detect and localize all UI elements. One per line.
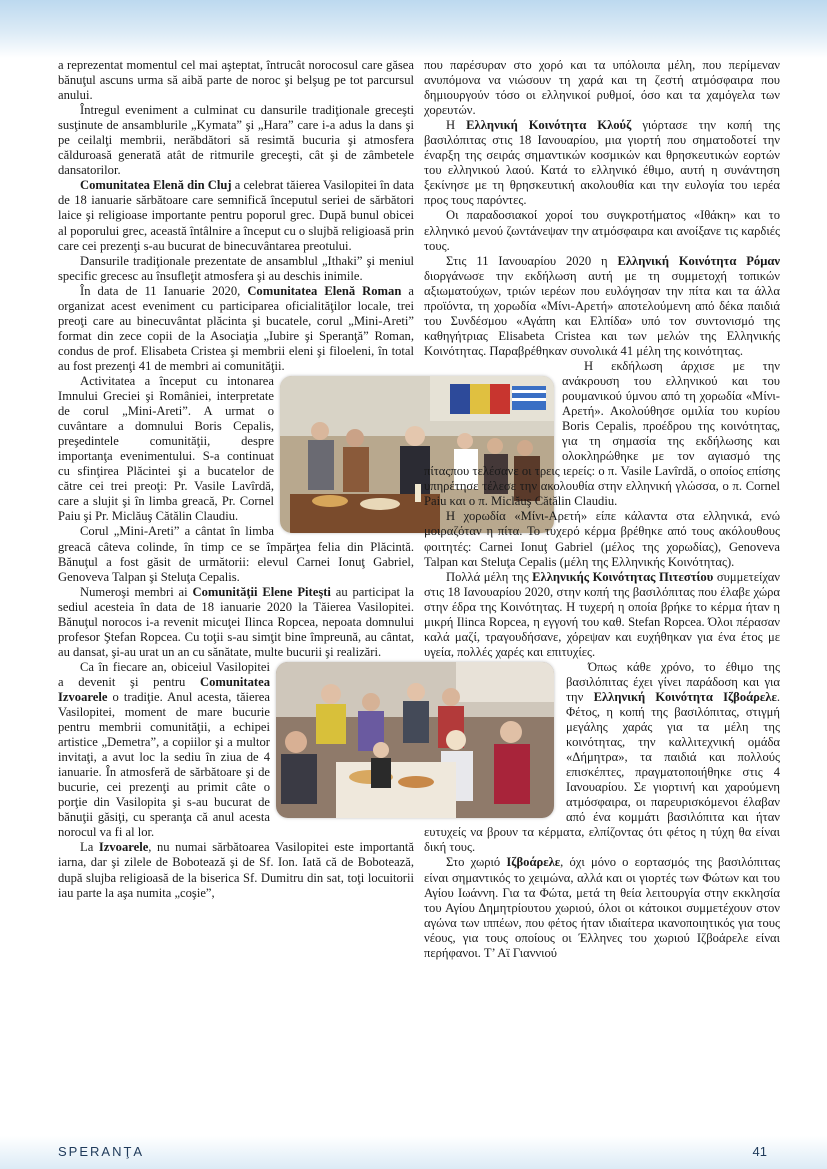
paragraph-text: La <box>80 840 99 855</box>
paragraph-text: , όχι μόνο ο εορτασμός της βασιλόπιτας είναι σημαντικός το χειμώνα, αλλά και οι γιορτές των Φώτων και του Αγίου Ιωάννη. Για τα Φώτα, μετά τη θεία λειτουργία στην εκκλησία του Αγίου Δημητρίουτου χωριού, όλοι οι κάτοικοι συμμετέχουν στον αγώνα των ιππέων, που φέτος ήταν ιδιαίτερα ικανοποιητικός για τους νέους, για τους οποίους οι Έλληνες του χωριού Ιζβοάρελε είναι περήφανοι. Τ’ Αϊ Γιαννιού <box>424 855 780 960</box>
community-name: Comunitatea Elenă Roman <box>247 283 402 298</box>
paragraph-text: Στις 11 Ιανουαρίου 2020 η <box>446 253 618 268</box>
paragraph-text: Πολλά μέλη της <box>446 569 533 584</box>
community-name: Ελληνική Κοινότητα Ιζβοάρελε <box>593 689 777 704</box>
paragraph-text: Όπως κάθε χρόνο, το έθιμο της βασιλόπιτας έχει γίνει παράδοση και για την <box>566 659 780 704</box>
paragraph <box>58 284 414 374</box>
paragraph: Dansurile tradiţionale prezentate de ansamblul „Ithaki” şi meniul specific grecesc au însufleţit atmosfera şi au deschis inimile. <box>58 253 414 283</box>
paragraph-text: γιόρτασε την κοπή της βασιλόπιτας στις 18 Ιανουαρίου, μια γιορτή που σηματοδοτεί την έναρξη της σειράς σημαντικών κοσμικών και θρησκευτικών εορτών του ελληνικού λαού. Κατά το ελληνικό έθιμο, αυτή η συνάντηση ξεκίνησε με τη θρησκευτική ακολουθία και την ευλογία του ιερέα προς τους παρόντες. <box>424 118 781 208</box>
community-name: Comunitatea Izvoarele <box>58 674 270 704</box>
paragraph-text: În data de 11 Ianuarie 2020, <box>80 283 248 298</box>
community-name: Comunitatea Elenă din Cluj <box>80 178 232 193</box>
paragraph-text: Στο χωριό <box>446 855 507 870</box>
page-number: 41 <box>752 1144 767 1159</box>
header-band <box>0 0 827 58</box>
paragraph-text: a celebrat tăierea Vasilopitei în data de 18 ianuarie sărbătoare care semnifică începutul seriei de sărbători laice şi religioase importante pentru poporul grec. După bunul obicei al poporului grec, această întâlnire a început cu o slujbă religioasă prin care cei prezenţi s-au bucurat de binecuvântarea preotului. <box>58 178 414 253</box>
paragraph <box>58 840 414 900</box>
paragraph-text: διοργάνωσε την εκδήλωση αυτή με τη συμμετοχή τοπικών αξιωματούχων, τριών ιερέων που ευλόγησαν την πίτα και τα άλλα προϊόντα, τη χορωδία «Μίνι-Αρετή» αποτελούμενη από δέκα παιδιά του Συνδέσμου «Αγάπη και Ελπίδα» υπό τον συντονισμό της καθηγήτριας Elisabeta Cristea και των μελών της Ελληνικής Κοινότητας. Παραβρέθηκαν συνολικά 41 μέλη της κοινότητας. <box>424 268 780 358</box>
paragraph <box>424 855 780 960</box>
right-column-greek <box>424 58 780 961</box>
paragraph-text: Η εκδήλωση άρχισε με την ανάκρουση του ελληνικού και του ρουμανικού ύμνου από τη χορωδία «Μίνι-Αρετή». Ακολούθησε ομιλία του κυρίου Boris Cepalis, προέδρου της κοινότητας, για τη σημασία της εκδήλωσης και ολοκληρώθηκε με τον αγιασμό της πίταςπου τελέσανε οι τρεις ιερείς: ο π. Vasile Lavîrdă, ο οποίος επίσης υπηρέτησε τέλεσε την ακολουθία στην ελληνική γλώσσα, ο π. Cornel Paiu και ο π. Miclăuş Cătălin Claudiu. <box>424 358 780 509</box>
community-name: Izvoarele <box>98 840 149 855</box>
paragraph-text: Numeroşi membri ai <box>80 584 193 599</box>
paragraph: που παρέσυραν στο χορό και τα υπόλοιπα μέλη, που περίμεναν ανυπόμονα να νιώσουν τη χαρά και τη ζεστή ατμόσφαιρα που δημιουργούν τόσο οι ελληνικοί ρυθμοί, όσο και τα χαμόγελα των χορευτών. <box>424 58 780 118</box>
paragraph-text: Activitatea a început cu intonarea Imnului Greciei şi României, interpretate de corul „Mini-Areti”. A urmat o cuvântare a domnului Boris Cepalis, preşedintele comunităţii, despre importanţa evenimentului. S-a continuat cu sfinţirea Plăcintei şi a bucatelor de către cei trei preoţi: Pr. Vasile Lavîrdă, care a slujit şi în limba greacă, Pr. Cornel Paiu şi Pr. Miclăuş Cătălin Claudiu. <box>58 373 274 524</box>
community-name: Ελληνική Κοινότητα Κλούζ <box>466 118 632 133</box>
paragraph <box>424 660 780 856</box>
community-name: Ιζβοάρελε <box>506 855 561 870</box>
paragraph <box>58 585 414 660</box>
paragraph: Corul „Mini-Areti” a cântat în limba greacă câteva colinde, în timp ce se împărţea felia din Plăcintă. Bănuţul a fost găsit de următorii: elevul Carnei Ionuţ Gabriel, Genoveva Talpan şi Steluţa Cepalis. <box>58 524 414 584</box>
paragraph <box>424 570 780 660</box>
community-name: Ελληνικής Κοινότητας Πιτεστίου <box>532 569 714 584</box>
paragraph: Întregul eveniment a culminat cu dansurile tradiţionale greceşti susţinute de ansamblurile „Kymata” şi „Hara” care i-a adus la dans şi pe ceilalţi membrii, nerăbdători să resimtă bucuria şi atmosfera călduroasă generată atât de ritmurile greceşti, cât şi de zâmbetele dansatorilor. <box>58 103 414 178</box>
community-name: Ελληνική Κοινότητα Ρόμαν <box>617 253 780 268</box>
paragraph: Οι παραδοσιακοί χοροί του συγκροτήματος «Ιθάκη» και το ελληνικό μενού ζωντάνεψαν την ατμόσφαιρα και ανοίξανε τις καρδιές τους. <box>424 208 780 253</box>
magazine-title: SPERANŢA <box>58 1144 145 1159</box>
paragraph <box>424 118 780 208</box>
paragraph-text: Η <box>446 118 467 133</box>
paragraph-text: συμμετείχαν στις 18 Ιανουαρίου 2020, στην κοπή της βασιλόπιτας που έλαβε χώρα στην έδρα της Κοινότητας. Η τυχερή η οποία βρήκε το κέρμα ήταν η μικρή Ilinca Ropcea, η εγγονή του καθ. Stefan Ropcea. Όλοι πέρασαν καλά μαζί, τραγουδήσανε, χόρεψαν και ευχήθηκαν για ένα έτος με υγεία, πολλές χαρές και επιτυχίες. <box>424 569 780 659</box>
photo-wrap-spacer <box>424 662 560 812</box>
left-column-romanian <box>58 58 414 901</box>
paragraph <box>58 178 414 253</box>
paragraph-text: o tradiţie. Anul acesta, tăierea Vasilopitei, moment de mare bucurie pentru membrii comunităţii, a echipei artistice „Demetra”, a copiilor şi a multor invitaţi, a avut loc la sediu în ziua de 4 ianuarie. În atmosferă de sărbătoare şi de bucurie, cei prezenţi au primit câte o porţie din Vasilopita şi s-au bucurat de bănuţii găsiţi, cu speranţa că anul acesta norocul va fi al lor. <box>58 689 270 840</box>
paragraph-text: , nu numai sărbătoarea Vasilopitei este importantă iarna, dar şi zilele de Bobotează şi de Sf. Ion. Iată că de Bobotează, după slujba religioasă de la biserica Sf. Dumitru din sat, toţi locuitorii iau parte la aşa numita „coşie”, <box>58 840 415 900</box>
photo-wrap-spacer <box>424 361 556 451</box>
paragraph: a reprezentat momentul cel mai aşteptat, întrucât norocosul care găsea bănuţul ascuns urma să aibă parte de noroc şi belşug pe tot parcursul anului. <box>58 58 414 103</box>
paragraph: Η χορωδία «Μίνι-Αρετή» είπε κάλαντα στα ελληνικά, ενώ μοιραζόταν η πίτα. Το τυχερό κέρμα βρέθηκε από τους ακόλουθους φοιτητές: Carnei Ionuţ Gabriel (μέλος της χορωδίας), Genoveva Talpan και Steluţa Cepalis (μέλη της Ελληνικής Κοινότητας). <box>424 509 780 569</box>
paragraph-text: au participat la sediul acesteia în data de 18 ianuarie 2020 la Tăierea Vasilopitei. Bănuţul norocos i-a revenit micuţei Ilinca Ropcea, nepoata domnului profesor Ştefan Ropcea. Cu toţii s-au simţit bine împreună, au cântat, au dansat, şi-au urat un an cu sănătate, multe bucurii şi realizări. <box>58 584 414 659</box>
paragraph <box>58 660 414 841</box>
paragraph-text: a organizat acest eveniment cu participarea oficialităţilor locale, trei preoţi care au binecuvântat plăcinta şi bucatele, corul „Mini-Areti” format din zece copii de la Asociaţia „Iubire şi Speranţă” Roman, condus de prof. Elisabeta Cristea şi membrii eleni şi filoeleni, în total au fost prezenţi 41 de membri ai comunităţii. <box>58 283 414 373</box>
paragraph-text: . Φέτος, η κοπή της βασιλόπιτας, στιγμή μεγάλης χαράς για τα μέλη της κοινότητας, την καλλιτεχνική ομάδα «Δήμητρα», τα παιδιά και πολλούς επισκέπτες, πραγματοποιήθηκε στις 4 Ιανουαρίου. Σε γιορτινή και χαρούμενη ατμόσφαιρα, οι παρευρισκόμενοι έλαβαν από ένα κομμάτι βασιλόπιτα και ήταν ευτυχείς να βρουν τα κέρματα, ελπίζοντας ότι φέτος η τύχη θα είναι δική τους. <box>424 689 780 855</box>
paragraph <box>424 254 780 359</box>
paragraph <box>424 359 780 509</box>
community-name: Comunităţii Elene Piteşti <box>192 584 331 599</box>
paragraph <box>58 374 414 524</box>
paragraph-text: Ca în fiecare an, obiceiul Vasilopitei a devenit şi pentru <box>58 659 270 689</box>
